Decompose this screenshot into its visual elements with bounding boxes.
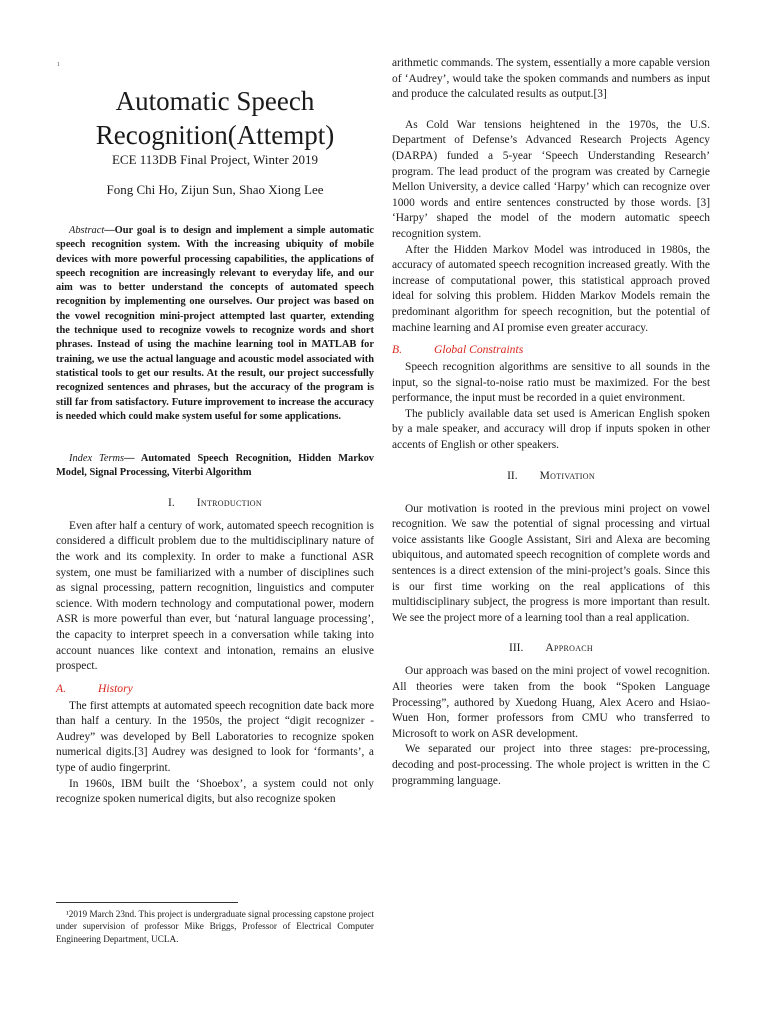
subsection-heading-global-constraints [392, 343, 710, 356]
subsection-heading-history [56, 682, 374, 695]
constraints-paragraph-1: Speech recognition algorithms are sensitive to all sounds in the input, so the signal-to-noise ratio must be maximized. For the best performance, the input must be recorded in a quiet environment. [392, 361, 710, 405]
motivation-paragraph: Our motivation is rooted in the previous mini project on vowel recognition. We saw the potential of signal processing and virtual voice assistants like Google Assistant, Siri and Alexa are becoming ubiquitous, and automated speech recognition of complete words and sentences is a direct extension of the mini-project’s goals. Since this is our first time working on the real applications of this multidisciplinary subject, the progress is more important than result. We see the project more of a learning tool than a real application. [392, 502, 710, 624]
history-paragraph-2: In 1960s, IBM built the ‘Shoebox’, a system could not only recognize spoken numerical digits, but also recognize spoken [56, 777, 374, 806]
footnote: ¹2019 March 23nd. This project is undergraduate signal processing capstone project under supervision of professor Mike Briggs, Professor of Electrical Computer Engineering Department, UCLA. [56, 909, 374, 944]
section-heading-introduction [56, 497, 374, 509]
subsection-title: History [97, 681, 133, 695]
constraints-paragraph-2: The publicly available data set used is American English spoken by a male speaker, and accuracy will drop if inputs spoken in other accents of English or other speakers. [392, 407, 710, 452]
section-number: III. [509, 642, 524, 655]
history-paragraph-3: arithmetic commands. The system, essentially a more capable version of ‘Audrey’, would take the spoken commands and numbers as input and produce the calculated results as output.[3] [392, 57, 710, 101]
approach-paragraph-2: We separated our project into three stages: pre-processing, decoding and post-processing. The whole project is written in the C programming language. [392, 743, 710, 787]
section-number: I. [168, 496, 175, 509]
paper-subtitle: ECE 113DB Final Project, Winter 2019 [111, 152, 318, 167]
abstract-text: —Our goal is to design and implement a simple automatic speech recognition system. With the increasing ubiquity of mobile devices with more powerful processing capabilities, the applications of speech recognition are increasingly relevant to everyday life, and our aim was to better understand the concepts of automated speech recognition by implementing one ourselves. Our project was based on the vowel recognition mini-project attempted last quarter, extending the technique used to recognize vowels to recognize words and short phrases. Instead of using the machine learning tool in MATLAB for training, we use the actual language and acoustic model associated with statistical tools to get our results. At the result, our project successfully recognized sentences and phrases, but the accuracy of the program is still far from satisfactory. Future improvement to increase the accuracy is needed which could make system useful for some applications. [56, 225, 374, 422]
section-title: Motivation [539, 469, 595, 482]
subsection-title: Global Constraints [433, 343, 524, 357]
history-paragraph-5: After the Hidden Markov Model was introduced in 1980s, the accuracy of automated speech recognition increased greatly. With the increase of computational power, this statistical approach proved ideal for solving this problem. Hidden Markov Models remain the predominant algorithm for speech recognition, but the potential of machine learning and AI promise even greater accuracy. [392, 243, 710, 334]
subsection-letter: B. [392, 343, 402, 357]
section-title: Introduction [196, 496, 262, 509]
index-terms [56, 452, 374, 481]
left-column [56, 56, 374, 808]
index-terms-text: — Automated Speech Recognition, Hidden Markov Model, Signal Processing, Viterbi Algorithm [56, 453, 374, 479]
right-column [392, 56, 710, 789]
abstract-label: Abstract [69, 225, 105, 236]
paper-title: Automatic Speech Recognition(Attempt) [95, 86, 335, 150]
footnote-marker: 1 [57, 62, 60, 68]
section-heading-approach [392, 642, 710, 654]
paper-authors: Fong Chi Ho, Zijun Sun, Shao Xiong Lee [106, 182, 324, 197]
section-heading-motivation [392, 470, 710, 482]
approach-paragraph-1: Our approach was based on the mini project of vowel recognition. All theories were taken from the book “Spoken Language Processing”, authored by Xuedong Huang, Alex Acero and Hsiao-Wuen Hon, former professors from CMU who transferred to Microsoft to work on ASR development. [392, 665, 710, 740]
abstract [56, 224, 374, 424]
footnote-rule [56, 902, 238, 903]
history-paragraph-4: As Cold War tensions heightened in the 1970s, the U.S. Department of Defense’s Advanced Research Projects Agency (DARPA) funded a 5-year ‘Speech Understanding Research’ program. The lead product of the program was created by Carnegie Mellon University, a device called ‘Harpy’ which can recognize over 1000 words and entire sentences constructed by those words. [3] ‘Harpy’ shaped the model of the modern automatic speech recognition system. [392, 118, 710, 240]
index-terms-label: Index Terms [69, 453, 125, 465]
intro-paragraph: Even after half a century of work, automated speech recognition is considered a difficult problem due to the multidisciplinary nature of the work and its complexity. In order to make a functional ASR system, one must be familiarized with a number of disciplines such as signal processing, pattern recognition, linguistics and computer science. With modern technology and computational power, modern ASR is more powerful than ever, but ‘natural language processing’, the capacity to interpret speech in a conversation while taking into account nuances like context and intonation, remains an elusive prospect. [56, 519, 374, 673]
section-title: Approach [545, 642, 593, 655]
subsection-letter: A. [56, 681, 66, 695]
section-number: II. [507, 469, 518, 482]
history-paragraph-1: The first attempts at automated speech recognition date back more than half a century. In the 1950s, the project “digit recognizer - Audrey” was developed by Bell Laboratories to recognize spoken numerical digits.[3] Audrey was designed to look for ‘formants’, a type of audio fingerprint. [56, 699, 374, 775]
